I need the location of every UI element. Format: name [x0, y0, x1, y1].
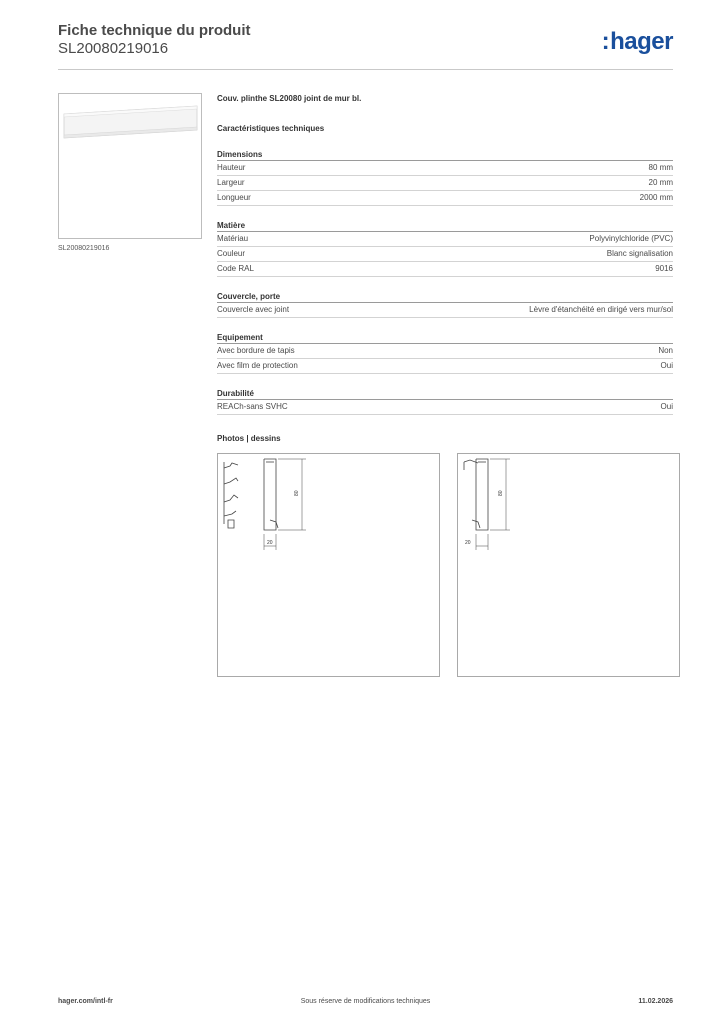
- drawing-height-label: 80: [294, 490, 300, 496]
- spec-row: [217, 176, 673, 191]
- spec-label: Longueur: [217, 193, 251, 202]
- section-couvercle: [217, 290, 673, 318]
- product-thumbnail: [58, 93, 202, 239]
- characteristics-title: Caractéristiques techniques: [217, 124, 325, 133]
- logo-text: hager: [610, 28, 673, 55]
- spec-value: 2000 mm: [639, 193, 673, 202]
- section-title: Equipement: [217, 331, 673, 344]
- spec-row: [217, 247, 673, 262]
- section-dimensions: [217, 148, 673, 206]
- photos-title: Photos | dessins: [217, 434, 281, 443]
- hager-logo: [602, 28, 673, 56]
- spec-value: Oui: [660, 402, 673, 411]
- page-title: Fiche technique du produit: [58, 22, 251, 39]
- section-title: Couvercle, porte: [217, 290, 673, 303]
- spec-label: REACh-sans SVHC: [217, 402, 288, 411]
- spec-row: [217, 359, 673, 374]
- product-name: Couv. plinthe SL20080 joint de mur bl.: [217, 94, 362, 103]
- spec-value: Lèvre d'étanchéité en dirigé vers mur/sol: [529, 305, 673, 314]
- page-header: [58, 22, 673, 70]
- drawing-height-label: 80: [498, 490, 504, 496]
- spec-label: Avec bordure de tapis: [217, 346, 295, 355]
- spec-label: Avec film de protection: [217, 361, 298, 370]
- product-reference: SL20080219016: [58, 40, 169, 57]
- spec-row: [217, 191, 673, 206]
- spec-label: Largeur: [217, 178, 245, 187]
- spec-value: Polyvinylchloride (PVC): [589, 234, 673, 243]
- spec-label: Matériau: [217, 234, 249, 243]
- spec-value: Non: [658, 346, 673, 355]
- footer-disclaimer: Sous réserve de modifications techniques: [300, 998, 431, 1005]
- section-title: Matière: [217, 219, 673, 232]
- spec-value: 9016: [655, 264, 673, 273]
- spec-content: [217, 93, 673, 415]
- section-title: Durabilité: [217, 387, 673, 400]
- spec-row: [217, 161, 673, 176]
- spec-value: 20 mm: [648, 178, 673, 187]
- spec-row: [217, 400, 673, 415]
- thumbnail-caption: SL20080219016: [58, 245, 110, 252]
- spec-label: Code RAL: [217, 264, 254, 273]
- spec-value: 80 mm: [648, 163, 673, 172]
- technical-drawing-profile: [457, 453, 680, 677]
- drawing-width-label: 20: [465, 540, 471, 546]
- technical-drawing-assembly: [217, 453, 440, 677]
- spec-label: Couvercle avec joint: [217, 305, 290, 314]
- spec-label: Hauteur: [217, 163, 246, 172]
- section-matiere: [217, 219, 673, 277]
- section-equipement: [217, 331, 673, 374]
- footer-website-link[interactable]: hager.com/intl-fr: [58, 998, 113, 1005]
- spec-row: [217, 344, 673, 359]
- spec-row: [217, 303, 673, 318]
- spec-label: Couleur: [217, 249, 246, 258]
- logo-prefix: :: [601, 28, 610, 55]
- spec-value: Oui: [660, 361, 673, 370]
- spec-row: [217, 232, 673, 247]
- drawing-width-label: 20: [267, 540, 273, 546]
- spec-value: Blanc signalisation: [606, 249, 673, 258]
- section-durabilite: [217, 387, 673, 415]
- footer-date: 11.02.2026: [638, 998, 673, 1005]
- section-title: Dimensions: [217, 148, 673, 161]
- spec-row: [217, 262, 673, 277]
